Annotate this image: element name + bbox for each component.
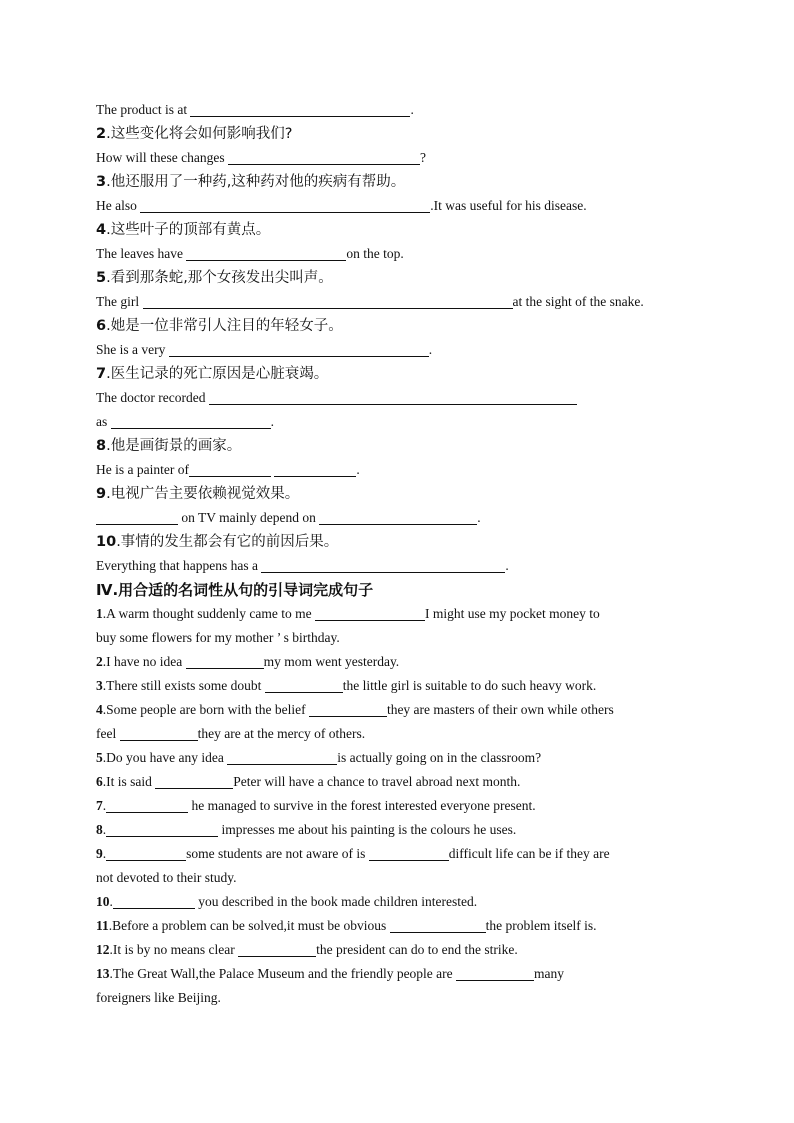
trans-item-7-answer-cont xyxy=(96,410,706,434)
s4-item-13 xyxy=(96,962,706,986)
s4-item-3 xyxy=(96,674,706,698)
item-number: 1 xyxy=(96,606,103,621)
item-number: 7 xyxy=(96,798,103,813)
answer-blank[interactable] xyxy=(274,461,356,477)
s4-item-7 xyxy=(96,794,706,818)
item-number: 8 xyxy=(96,438,107,454)
sentence-text: He is a painter of xyxy=(96,462,189,477)
sentence-text: . xyxy=(109,894,113,909)
sentence-text: . xyxy=(410,102,414,117)
s4-item-9-cont xyxy=(96,866,706,890)
answer-blank[interactable] xyxy=(228,149,420,165)
sentence-text: . xyxy=(102,822,107,837)
answer-blank[interactable] xyxy=(390,917,486,933)
sentence-text: .It is said xyxy=(102,774,152,789)
item-number: 5 xyxy=(96,750,103,765)
item-number: 4 xyxy=(96,702,103,717)
answer-blank[interactable] xyxy=(189,461,271,477)
s4-item-9 xyxy=(96,842,706,866)
sentence-text: on the top. xyxy=(346,246,404,261)
answer-blank[interactable] xyxy=(155,773,233,789)
item-number: 6 xyxy=(96,318,107,334)
trans-item-10-answer xyxy=(96,554,706,578)
sentence-text: .It is by no means clear xyxy=(109,942,235,957)
sentence-text: He also xyxy=(96,198,137,213)
trans-item-9-prompt xyxy=(96,482,706,506)
item-number: 10 xyxy=(96,894,110,909)
answer-blank[interactable] xyxy=(209,389,577,405)
answer-blank[interactable] xyxy=(106,797,188,813)
sentence-text: . xyxy=(477,510,481,525)
trans-item-5-answer xyxy=(96,290,706,314)
answer-blank[interactable] xyxy=(309,701,387,717)
sentence-text: . xyxy=(270,414,274,429)
item-number: 10 xyxy=(96,534,117,550)
answer-blank[interactable] xyxy=(456,965,534,981)
trans-item-8-prompt xyxy=(96,434,706,458)
item-number: 11 xyxy=(96,918,109,933)
answer-blank[interactable] xyxy=(96,509,178,525)
sentence-text: .Do you have any idea xyxy=(102,750,224,765)
s4-item-1-cont xyxy=(96,626,706,650)
answer-blank[interactable] xyxy=(227,749,337,765)
worksheet-page xyxy=(96,98,706,1010)
sentence-text: . xyxy=(428,342,433,357)
trans-item-7-prompt xyxy=(96,362,706,386)
item-number: 7 xyxy=(96,366,107,382)
sentence-text: is actually going on in the classroom? xyxy=(337,750,542,765)
chinese-prompt: .电视广告主要依赖视觉效果。 xyxy=(106,486,300,502)
item-number: 12 xyxy=(96,942,110,957)
sentence-text: my mom went yesterday. xyxy=(263,654,400,669)
sentence-text: foreigners like Beijing. xyxy=(96,990,221,1005)
trans-item-2-answer xyxy=(96,146,706,170)
sentence-text: impresses me about his painting is the colours he uses. xyxy=(221,822,517,837)
s4-item-10 xyxy=(96,890,706,914)
sentence-text: ? xyxy=(419,150,426,165)
s4-item-8 xyxy=(96,818,706,842)
answer-blank[interactable] xyxy=(319,509,477,525)
sentence-text: you described in the book made children interested. xyxy=(198,894,478,909)
item-number: 9 xyxy=(96,846,103,861)
trans-item-3-answer xyxy=(96,194,706,218)
sentence-text: . xyxy=(505,558,509,573)
chinese-prompt: .医生记录的死亡原因是心脏衰竭。 xyxy=(106,366,329,382)
sentence-text: the president can do to end the strike. xyxy=(316,942,518,957)
trans-item-1-answer xyxy=(96,98,706,122)
item-number: 3 xyxy=(96,678,103,693)
answer-blank[interactable] xyxy=(265,677,343,693)
trans-item-7-answer xyxy=(96,386,706,410)
answer-blank[interactable] xyxy=(120,725,198,741)
chinese-prompt: .她是一位非常引人注目的年轻女子。 xyxy=(106,318,343,334)
sentence-text: on TV mainly depend on xyxy=(181,510,316,525)
item-number: 9 xyxy=(96,486,107,502)
answer-blank[interactable] xyxy=(238,941,316,957)
chinese-prompt: .事情的发生都会有它的前因后果。 xyxy=(116,534,339,550)
sentence-text: .Before a problem can be solved,it must be obvious xyxy=(108,918,387,933)
sentence-text: feel xyxy=(96,726,117,741)
item-number: 13 xyxy=(96,966,110,981)
answer-blank[interactable] xyxy=(186,245,346,261)
sentence-text: difficult life can be if they are xyxy=(448,846,610,861)
sentence-text: .The Great Wall,the Palace Museum and the friendly people are xyxy=(109,966,453,981)
chinese-prompt: .他是画街景的画家。 xyxy=(106,438,242,454)
trans-item-9-answer xyxy=(96,506,706,530)
trans-item-6-prompt xyxy=(96,314,706,338)
sentence-text: The doctor recorded xyxy=(96,390,206,405)
s4-item-5 xyxy=(96,746,706,770)
sentence-text: . xyxy=(102,798,107,813)
sentence-text: How will these changes xyxy=(96,150,225,165)
sentence-text: .There still exists some doubt xyxy=(102,678,262,693)
sentence-text: Peter will have a chance to travel abroad next month. xyxy=(233,774,521,789)
s4-item-13-cont xyxy=(96,986,706,1010)
answer-blank[interactable] xyxy=(143,293,513,309)
sentence-text: the little girl is suitable to do such heavy work. xyxy=(342,678,597,693)
item-number: 8 xyxy=(96,822,103,837)
item-number: 4 xyxy=(96,222,107,238)
trans-item-4-answer xyxy=(96,242,706,266)
answer-blank[interactable] xyxy=(169,341,429,357)
answer-blank[interactable] xyxy=(261,557,505,573)
answer-blank[interactable] xyxy=(369,845,449,861)
answer-blank[interactable] xyxy=(190,101,410,117)
sentence-text: .It was useful for his disease. xyxy=(430,198,587,213)
trans-item-8-answer xyxy=(96,458,706,482)
sentence-text: The girl xyxy=(96,294,140,309)
s4-item-4 xyxy=(96,698,706,722)
sentence-text: .I have no idea xyxy=(102,654,183,669)
answer-blank[interactable] xyxy=(106,821,218,837)
s4-item-4-cont xyxy=(96,722,706,746)
chinese-prompt: .这些变化将会如何影响我们? xyxy=(106,126,293,142)
trans-item-4-prompt xyxy=(96,218,706,242)
s4-item-2 xyxy=(96,650,706,674)
sentence-text: the problem itself is. xyxy=(485,918,597,933)
sentence-text: as xyxy=(96,414,108,429)
answer-blank[interactable] xyxy=(113,893,195,909)
trans-item-6-answer xyxy=(96,338,706,362)
section-title: Ⅳ.用合适的名词性从句的引导词完成句子 xyxy=(96,581,374,599)
sentence-text: The leaves have xyxy=(96,246,183,261)
sentence-text: I might use my pocket money to xyxy=(424,606,600,621)
sentence-text: some students are not aware of is xyxy=(186,846,366,861)
answer-blank[interactable] xyxy=(186,653,264,669)
s4-item-11 xyxy=(96,914,706,938)
trans-item-10-prompt xyxy=(96,530,706,554)
sentence-text: . xyxy=(356,462,360,477)
item-number: 5 xyxy=(96,270,107,286)
sentence-text: The product is at xyxy=(96,102,188,117)
sentence-text: .Some people are born with the belief xyxy=(102,702,306,717)
trans-item-5-prompt xyxy=(96,266,706,290)
sentence-text: Everything that happens has a xyxy=(96,558,258,573)
chinese-prompt: .这些叶子的顶部有黄点。 xyxy=(106,222,271,238)
answer-blank[interactable] xyxy=(111,413,271,429)
sentence-text: many xyxy=(534,966,565,981)
trans-item-2-prompt xyxy=(96,122,706,146)
s4-item-1 xyxy=(96,602,706,626)
answer-blank[interactable] xyxy=(315,605,425,621)
s4-item-6 xyxy=(96,770,706,794)
item-number: 2 xyxy=(96,654,103,669)
sentence-text: .A warm thought suddenly came to me xyxy=(102,606,312,621)
chinese-prompt: .看到那条蛇,那个女孩发出尖叫声。 xyxy=(106,270,333,286)
sentence-text: not devoted to their study. xyxy=(96,870,237,885)
sentence-text: they are masters of their own while others xyxy=(386,702,614,717)
s4-item-12 xyxy=(96,938,706,962)
sentence-text: at the sight of the snake. xyxy=(512,294,644,309)
sentence-text: buy some flowers for my mother ’ s birthday. xyxy=(96,630,340,645)
sentence-text: they are at the mercy of others. xyxy=(197,726,366,741)
item-number: 3 xyxy=(96,174,107,190)
answer-blank[interactable] xyxy=(106,845,186,861)
item-number: 2 xyxy=(96,126,107,142)
sentence-text: . xyxy=(102,846,107,861)
sentence-text: She is a very xyxy=(96,342,166,357)
item-number: 6 xyxy=(96,774,103,789)
chinese-prompt: .他还服用了一种药,这种药对他的疾病有帮助。 xyxy=(106,174,406,190)
sentence-text: he managed to survive in the forest interested everyone present. xyxy=(191,798,536,813)
answer-blank[interactable] xyxy=(140,197,430,213)
trans-item-3-prompt xyxy=(96,170,706,194)
